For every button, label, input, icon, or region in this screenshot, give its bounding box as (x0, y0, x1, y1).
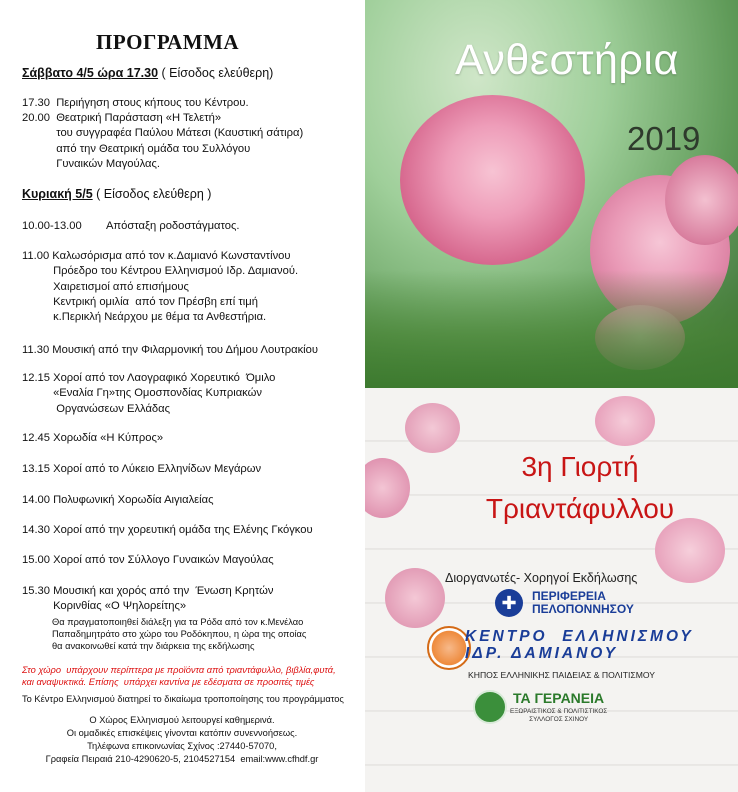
centre-name (465, 628, 694, 662)
region-name (532, 590, 634, 616)
grass (365, 270, 738, 388)
flower-top-left (405, 403, 460, 453)
program-column (0, 0, 362, 792)
sunday-heading (22, 187, 211, 201)
sun-item-8: 14.30 Χοροί από την χορευτική ομάδα της Ελένης Γκόγκου (22, 524, 313, 536)
flower-top-right (595, 396, 655, 446)
sunday-date: Κυριακή 5/5 (22, 187, 93, 201)
rose-lecture-note: Θα πραγματοποιηθεί διάλεξη για τα Ρόδα από τον κ.Μενέλαο Παπαδημητράτο στο χώρο του Ροδόκηπου, η ώρα της οποίας θα ανακοινωθεί κατά την διάρκεια της εκδήλωσης (52, 617, 307, 651)
saturday-date: Σάββατο 4/5 ώρα 17.30 (22, 66, 159, 80)
centre-name-text: ΚΕΝΤΡΟ ΕΛΛΗΝΙΣΜΟΥ ΙΔΡ. ΔΑΜΙΑΝΟΥ (465, 628, 694, 662)
society-subtitle-text: ΕΞΩΡΑΙΣΤΙΚΟΣ & ΠΟΛΙΤΙΣΤΙΚΟΣ ΣΥΛΛΟΓΟΣ ΣΧΙΝΟΥ (510, 708, 608, 723)
roses-photo (365, 0, 738, 388)
sun-item-7: 14.00 Πολυφωνική Χορωδία Αιγιαλείας (22, 494, 214, 506)
flower-bottom-left (385, 568, 445, 628)
saturday-heading (22, 66, 273, 80)
region-crest-icon: ✚ (495, 589, 523, 617)
sun-item-4: 12.15 Χοροί από τον Λαογραφικό Χορευτικό Όμιλο «Εναλία Γη»της Ομοσπονδίας Κυπριακών Οργανώσεων Ελλάδας (22, 372, 276, 415)
poster (365, 0, 738, 792)
sun-item-1: 10.00-13.00 Απόσταξη ροδοστάγματος. (22, 220, 240, 232)
society-name: ΤΑ ΓΕΡΑΝΕΙΑ (513, 690, 605, 706)
society-logo-icon (473, 690, 507, 724)
sunday-entry: ( Είσοδος ελεύθερη ) (92, 187, 212, 201)
poster-title: Ανθεστήρια (455, 36, 679, 84)
festival-title-text: 3η Γιορτή Τριαντάφυλλου (485, 451, 675, 524)
products-note: Στο χώρο υπάρχουν περίπτερα με προϊόντα από τριαντάφυλλο, βιβλία,φυτά, και αναψυκτικά. Επίσης υπάρχει καντίνα με εδέσματα σε προσιτές τιμές (22, 665, 336, 687)
sponsors-heading: Διοργανωτές- Χορηγοί Εκδήλωσης (445, 571, 638, 585)
sun-item-6: 13.15 Χοροί από το Λύκειο Ελληνίδων Μεγάρων (22, 463, 262, 475)
sat-item-1: 17.30 Περιήγηση στους κήπους του Κέντρου. (22, 97, 249, 109)
sun-item-3: 11.30 Μουσική από την Φιλαρμονική του Δήμου Λουτρακίου (22, 344, 318, 356)
rights-note: Το Κέντρο Ελληνισμού διατηρεί το δικαίωμα τροποποίησης του προγράμματος (22, 694, 344, 704)
rose-main (400, 95, 585, 265)
program-title: ΠΡΟΓΡΑΜΜΑ (96, 30, 240, 54)
sun-item-5: 12.45 Χορωδία «Η Κύπρος» (22, 432, 164, 444)
sat-item-2: 20.00 Θεατρική Παράσταση «Η Τελετή» του συγγραφέα Παύλου Μάτεσι (Καυστική σάτιρα) από την Θεατρική ομάδα του Συλλόγου Γυναικών Μαγούλας. (22, 112, 304, 170)
saturday-entry: ( Είσοδος ελεύθερη) (158, 66, 274, 80)
society-subtitle (510, 708, 607, 724)
sun-item-10: 15.30 Μουσική και χορός από την Ένωση Κρητών Κορινθίας «Ο Ψηλορείτης» (22, 585, 274, 613)
sun-item-2: 11.00 Καλωσόρισμα από τον κ.Δαμιανό Κωνσταντίνου Πρόεδρο του Κέντρου Ελληνισμού Ιδρ. Δαμιανού. Χαιρετισμοί από επισήμους Κεντρική ομιλία από τον Πρέσβη επί τιμή κ.Περικλή Νεάρχου με θέμα τα Ανθεστήρια. (22, 250, 299, 324)
festival-title (485, 446, 675, 530)
poster-year: 2019 (627, 120, 701, 157)
region-name-text: ΠΕΡΙΦΕΡΕΙΑ ΠΕΛΟΠΟΝΝΗΣΟΥ (532, 589, 634, 616)
sun-item-9: 15.00 Χοροί από τον Σύλλογο Γυναικών Μαγούλας (22, 554, 274, 566)
rose-far-right (665, 155, 738, 245)
contact-footer: Ο Χώρος Ελληνισμού λειτουργεί καθημερινά. Οι ομαδικές επισκέψεις γίνονται κατόπιν συνεννοήσεως. Τηλέφωνα επικοινωνίας Σχίνος :27440-57070, Γραφεία Πειραιά 210-4290620-5, 2104527154 email:www.cfhdf.gr (45, 715, 319, 764)
flower-left (365, 458, 410, 518)
garden-name: ΚΗΠΟΣ ΕΛΛΗΝΙΚΗΣ ΠΑΙΔΕΙΑΣ & ΠΟΛΙΤΙΣΜΟΥ (468, 670, 656, 680)
